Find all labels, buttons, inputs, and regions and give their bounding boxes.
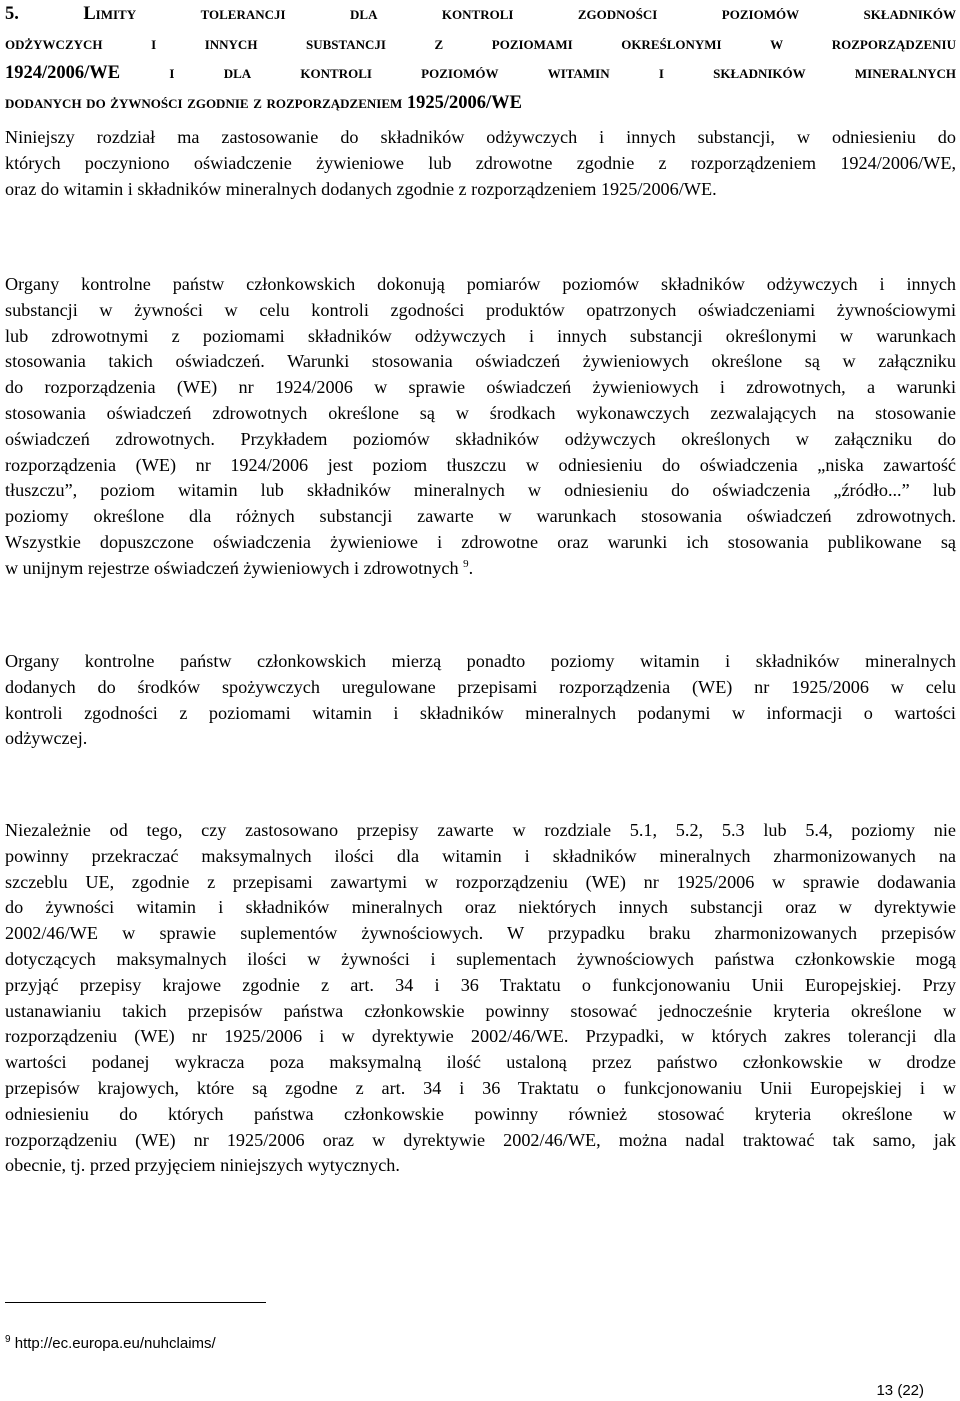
paragraph-vitamins-minerals [5, 649, 956, 752]
paragraph-line: szczeblu UE, zgodnie z przepisami zawartymi w rozporządzeniu (WE) nr 1925/2006 w sprawie dodawania [5, 871, 956, 892]
paragraph-line: Wszystkie dopuszczone oświadczenia żywieniowe i zdrowotne oraz warunki ich stosowania publikowane są [5, 531, 956, 552]
paragraph-line: oświadczeń zdrowotnych. Przykładem poziomów składników odżywczych określonych w załączniku do [5, 428, 956, 449]
paragraph-line: dodanych do środków spożywczych uregulowane przepisami rozporządzenia (WE) nr 1925/2006 w celu [5, 676, 956, 697]
paragraph-line: do rozporządzenia (WE) nr 1924/2006 w sprawie oświadczeń żywieniowych i zdrowotnych, a warunki [5, 377, 956, 398]
paragraph-line: 2002/46/WE w sprawie suplementów żywnościowych. W przypadku braku zharmonizowanych przepisów [5, 923, 956, 944]
paragraph-scope [5, 125, 956, 202]
paragraph-control-authorities [5, 272, 956, 582]
paragraph-line: stosowania takich oświadczeń. Warunki stosowania oświadczeń żywieniowych określone są w załączniku [5, 351, 956, 372]
heading-text-run: i dla kontroli poziomów witamin i składników mineralnych [120, 63, 956, 84]
heading-text-run: dodanych do żywności zgodnie z rozporządzeniem [5, 93, 407, 114]
heading-text-run: 5. [5, 4, 19, 24]
paragraph-line: obecnie, tj. przed przyjęciem niniejszych wytycznych. [5, 1155, 400, 1176]
paragraph-line: lub zdrowotnymi z poziomami składników odżywczych i innych substancji określonymi w warunkach [5, 325, 956, 346]
paragraph-line-text: w unijnym rejestrze oświadczeń żywieniowych i zdrowotnych [5, 557, 459, 578]
paragraph-line: Niniejszy rozdział ma zastosowanie do składników odżywczych i innych substancji, w odniesieniu do [5, 127, 956, 147]
paragraph-line: poziomy określone dla różnych substancji zawarte w warunkach stosowania oświadczeń zdrowotnych. [5, 506, 956, 527]
paragraph-line: rozporządzeniu (WE) nr 1925/2006 i w dyrektywie 2002/46/WE. Przypadki, w których zakres tolerancji dla [5, 1026, 956, 1047]
paragraph-line: rozporządzenia (WE) nr 1924/2006 jest poziom tłuszczu w odniesieniu do oświadczenia „niska zawartość [5, 454, 956, 475]
heading-line [5, 0, 956, 30]
paragraph-line: oraz do witamin i składników mineralnych dodanych zgodnie z rozporządzeniem 1925/2006/WE. [5, 178, 717, 199]
footnote [5, 1334, 216, 1354]
paragraph-line: Organy kontrolne państw członkowskich dokonują pomiarów poziomów składników odżywczych i innych [5, 274, 956, 294]
paragraph-line: Niezależnie od tego, czy zastosowano przepisy zawarte w rozdziale 5.1, 5.2, 5.3 lub 5.4, poziomy nie [5, 820, 956, 840]
paragraph-maximum-amounts [5, 818, 956, 1179]
footnote-reference[interactable]: 9 [463, 557, 469, 570]
paragraph-line: stosowania oświadczeń zdrowotnych określone są w środkach wykonawczych zezwalających na stosowanie [5, 402, 956, 423]
paragraph-line: wartości podanej wykracza poza maksymalną ilość ustaloną przez państwo członkowskie w drodze [5, 1052, 956, 1073]
paragraph-line: ustanawianiu takich przepisów państwa członkowskie powinny stosować jednocześnie kryteria określone w [5, 1000, 956, 1021]
paragraph-line: kontroli zgodności z poziomami witamin i składników mineralnych podanymi w informacji o wartości [5, 702, 956, 723]
paragraph-line: dotyczących maksymalnych ilości w żywności i suplementach żywnościowych państwa członkowskie mogą [5, 948, 956, 969]
paragraph-line-tail: . [468, 557, 474, 578]
paragraph-line: tłuszczu”, poziom witamin lub składników mineralnych w odniesieniu do oświadczenia „źródło...” lub [5, 480, 956, 501]
paragraph-line: rozporządzeniu (WE) nr 1925/2006 oraz w dyrektywie 2002/46/WE, można nadal traktować tak samo, jak [5, 1129, 956, 1150]
footnote-divider [5, 1302, 266, 1303]
paragraph-line: przyjąć przepisy krajowe zgodnie z art. 34 i 36 Traktatu o funkcjonowaniu Unii Europejskiej. Przy [5, 974, 956, 995]
paragraph-line: substancji w żywności w celu kontroli zgodności produktów opatrzonych oświadczeniami żywnościowymi [5, 299, 956, 320]
paragraph-line: których poczyniono oświadczenie żywieniowe lub zdrowotne zgodnie z rozporządzeniem 1924/2006/WE, [5, 152, 956, 173]
paragraph-line: Organy kontrolne państw członkowskich mierzą ponadto poziomy witamin i składników mineralnych [5, 651, 956, 671]
paragraph-line: powinny przekraczać maksymalnych ilości dla witamin i składników mineralnych zharmonizowanych na [5, 845, 956, 866]
page-number: 13 (22) [876, 1382, 924, 1399]
footnote-link[interactable]: http://ec.europa.eu/nuhclaims/ [14, 1335, 216, 1352]
heading-text-run: 1925/2006/WE [406, 93, 523, 114]
heading-text-run: Limity tolerancji dla kontroli zgodności poziomów składników [18, 4, 956, 24]
paragraph-line: odżywczej. [5, 728, 88, 749]
paragraph-line: odniesieniu do których państwa członkowskie powinny również stosować kryteria określone w [5, 1103, 956, 1124]
heading-line [5, 89, 956, 119]
heading-text-run: 1924/2006/WE [5, 63, 121, 84]
paragraph-line: przepisów krajowych, które są zgodne z art. 34 i 36 Traktatu o funkcjonowaniu Unii Europejskiej i w [5, 1077, 956, 1098]
paragraph-line-with-footnote [5, 556, 956, 582]
heading-text-run: odżywczych i innych substancji z poziomami określonymi w rozporządzeniu [5, 33, 956, 54]
footnote-number: 9 [5, 1334, 11, 1345]
section-heading [5, 0, 956, 119]
heading-line [5, 30, 956, 60]
heading-line [5, 59, 956, 89]
paragraph-line: do żywności witamin i składników mineralnych oraz niektórych innych substancji oraz w dyrektywie [5, 897, 956, 918]
